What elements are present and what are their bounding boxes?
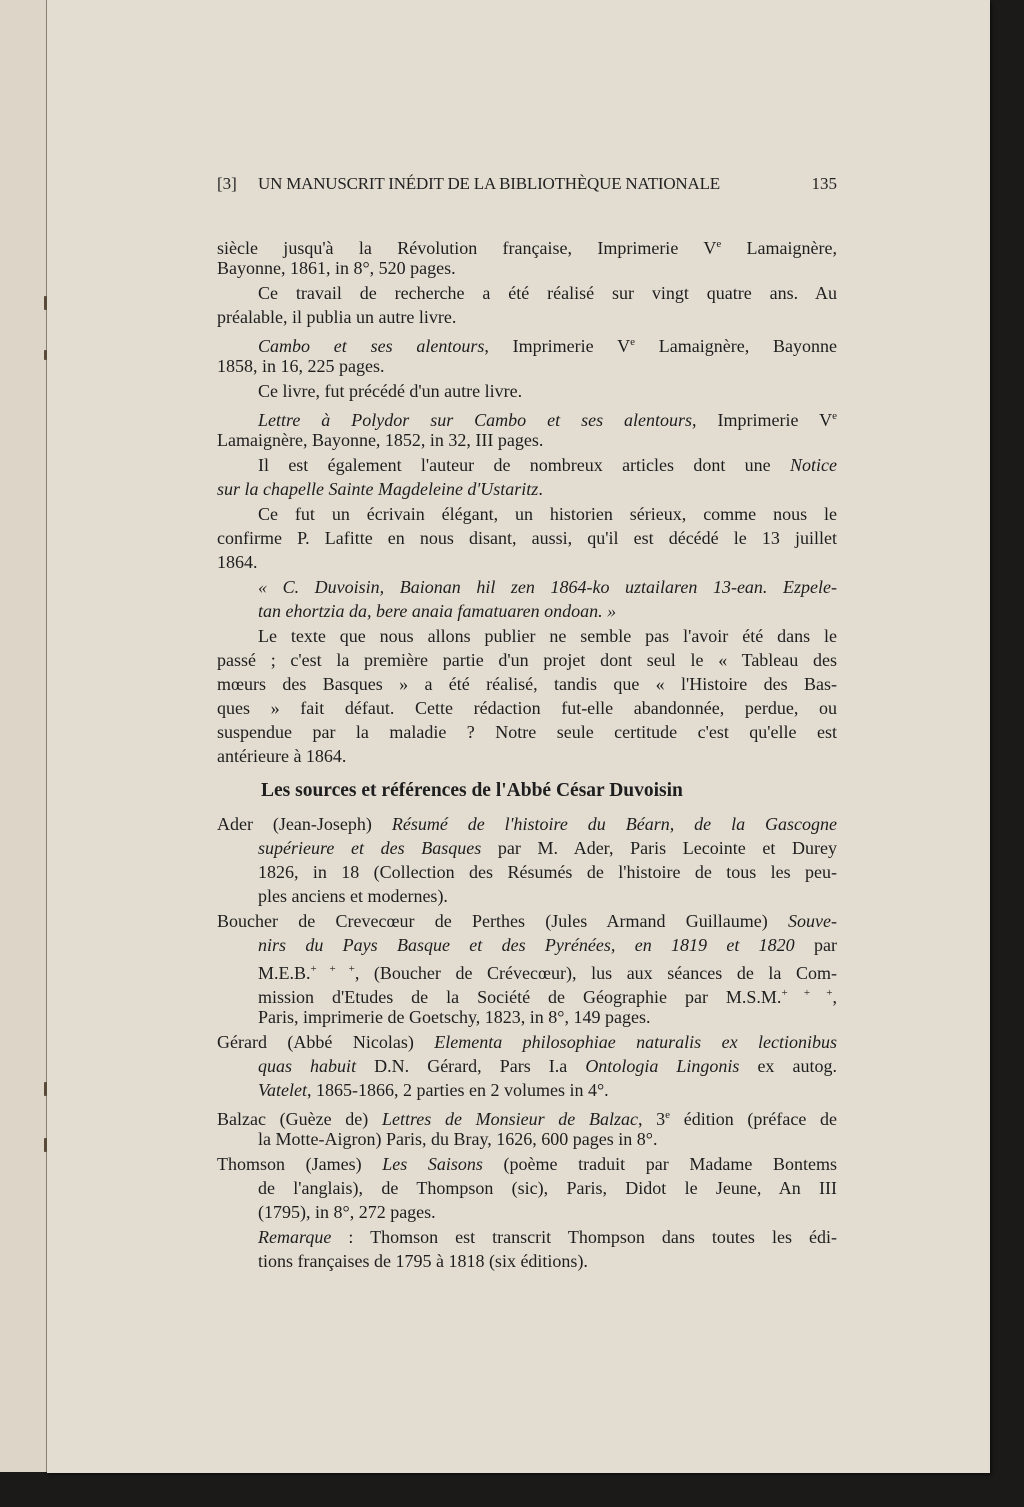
text-line <box>217 1054 837 1078</box>
text: mission d'Etudes de la Société de Géographie par M.S.M. <box>258 987 782 1007</box>
text-line <box>217 672 837 696</box>
text: 1858, in 16, 225 pages. <box>217 356 385 376</box>
text-line <box>217 502 837 526</box>
text: Ce livre, fut précédé d'un autre livre. <box>258 381 523 401</box>
text: Ce fut un écrivain élégant, un historien sérieux, comme nous le <box>258 504 837 524</box>
text: ples anciens et modernes). <box>258 886 448 906</box>
text: : Thomson est transcrit Thompson dans toutes les édi- <box>331 1227 837 1247</box>
text-line <box>217 836 837 860</box>
references-list <box>217 812 837 1273</box>
text-line <box>217 1030 837 1054</box>
text: Le texte que nous allons publier ne semble pas l'avoir été dans le <box>258 626 837 646</box>
text: . <box>538 479 543 499</box>
text-line <box>217 354 837 378</box>
page-number: 135 <box>811 174 837 193</box>
text-line <box>217 1103 837 1127</box>
intro-text <box>217 232 837 768</box>
italic-text: Elementa philosophiae naturalis ex lectionibus <box>434 1032 837 1052</box>
text: Paris, imprimerie de Goetschy, 1823, in 8°, 149 pages. <box>258 1007 651 1027</box>
text-line <box>217 1127 837 1151</box>
text-line <box>217 232 837 256</box>
quotation <box>217 575 837 623</box>
text-line <box>217 1078 837 1102</box>
superscript: e <box>665 1109 671 1121</box>
text-line <box>217 575 837 599</box>
text: Balzac (Guèze de) <box>217 1109 382 1129</box>
superscript: + + + <box>781 987 833 999</box>
text: passé ; c'est la première partie d'un projet dont seul le « Tableau des <box>217 650 837 670</box>
italic-text: nirs du Pays Basque et des Pyrénées, en 1819 et 1820 <box>258 935 795 955</box>
text: édition (préface de <box>670 1109 838 1129</box>
text-line <box>217 526 837 550</box>
text-line <box>217 720 837 744</box>
text: , Imprimerie V <box>484 336 631 356</box>
text-line <box>217 744 837 768</box>
text: Gérard (Abbé Nicolas) <box>217 1032 435 1052</box>
text: Ce travail de recherche a été réalisé sur vingt quatre ans. Au <box>258 283 837 303</box>
previous-page-edge <box>0 0 47 1472</box>
text: antérieure à 1864. <box>217 746 347 766</box>
text: , (Boucher de Crévecœur), lus aux séances de la Com- <box>354 963 837 983</box>
italic-text: quas habuit <box>258 1056 357 1076</box>
reference-entry <box>217 1030 837 1102</box>
text: , 3 <box>637 1109 666 1129</box>
text: ques » fait défaut. Cette rédaction fut-elle abandonnée, perdue, ou <box>217 698 837 718</box>
section-heading: Les sources et références de l'Abbé César Duvoisin <box>261 780 683 801</box>
text-line <box>217 981 837 1005</box>
running-head <box>217 174 837 198</box>
text-line <box>217 624 837 648</box>
text: Lamaignère, <box>721 238 838 258</box>
paragraph <box>217 232 837 280</box>
superscript: e <box>832 410 837 422</box>
text-line <box>217 1200 837 1224</box>
text-line <box>217 330 837 354</box>
text-line <box>217 860 837 884</box>
paragraph <box>217 624 837 768</box>
page-body <box>217 232 837 1274</box>
running-title: UN MANUSCRIT INÉDIT DE LA BIBLIOTHÈQUE NATIONALE <box>258 174 720 193</box>
italic-text: sur la chapelle Sainte Magdeleine d'Ustaritz <box>217 479 539 499</box>
text-line <box>217 909 837 933</box>
text-line <box>217 428 837 452</box>
text: Thomson (James) <box>217 1154 383 1174</box>
text: , <box>832 987 837 1007</box>
superscript: + + + <box>310 963 355 975</box>
italic-text: Résumé de l'histoire du Béarn, de la Gascogne <box>391 814 837 834</box>
paragraph <box>217 404 837 452</box>
text-line <box>217 1152 837 1176</box>
text: Il est également l'auteur de nombreux articles dont une <box>258 455 790 475</box>
paragraph <box>217 502 837 574</box>
text: , Imprimerie V <box>692 410 833 430</box>
italic-text: Lettre à Polydor sur Cambo et ses alentours <box>258 410 693 430</box>
text-line <box>217 281 837 305</box>
text-line <box>217 379 837 403</box>
text: par <box>794 935 837 955</box>
text-line <box>217 1249 837 1273</box>
text-line <box>217 933 837 957</box>
binding-mark <box>44 350 47 360</box>
text: Lamaignère, Bayonne <box>635 336 838 356</box>
text: M.E.B. <box>258 963 311 983</box>
text: Lamaignère, Bayonne, 1852, in 32, III pages. <box>217 430 544 450</box>
text-line <box>217 1225 837 1249</box>
text: 1864. <box>217 552 258 572</box>
italic-text: Remarque <box>258 1227 332 1247</box>
italic-text: « C. Duvoisin, Baionan hil zen 1864-ko uztailaren 13-ean. Ezpele- <box>258 577 837 597</box>
text: la Motte-Aigron) Paris, du Bray, 1626, 600 pages in 8°. <box>258 1129 658 1149</box>
text: par M. Ader, Paris Lecointe et Durey <box>481 838 837 858</box>
text: D.N. Gérard, Pars I.a <box>356 1056 586 1076</box>
italic-text: Vatelet <box>258 1080 307 1100</box>
text-line <box>217 1005 837 1029</box>
text-line <box>217 550 837 574</box>
italic-text: tan ehortzia da, bere anaia famatuaren ondoan. » <box>258 601 617 621</box>
text: confirme P. Lafitte en nous disant, aussi, qu'il est décédé le 13 juillet <box>217 528 837 548</box>
text: siècle jusqu'à la Révolution française, Imprimerie V <box>217 238 717 258</box>
italic-text: Cambo et ses alentours <box>258 336 485 356</box>
text: Ader (Jean-Joseph) <box>217 814 392 834</box>
text: tions françaises de 1795 à 1818 (six éditions). <box>258 1251 588 1271</box>
italic-text: supérieure et des Basques <box>258 838 482 858</box>
reference-entry <box>217 1103 837 1151</box>
text: 1826, in 18 (Collection des Résumés de l'histoire de tous les peu- <box>258 862 837 882</box>
binding-mark <box>44 296 47 310</box>
text-line <box>217 884 837 908</box>
paragraph <box>217 281 837 329</box>
text: Bayonne, 1861, in 8°, 520 pages. <box>217 258 456 278</box>
text: mœurs des Basques » a été réalisé, tandis que « l'Histoire des Bas- <box>217 674 837 694</box>
italic-text: Lettres de Monsieur de Balzac <box>381 1109 638 1129</box>
text: (1795), in 8°, 272 pages. <box>258 1202 436 1222</box>
paragraph <box>217 330 837 378</box>
binding-mark <box>44 1138 47 1152</box>
paragraph <box>217 379 837 403</box>
text-line <box>217 256 837 280</box>
text: de l'anglais), de Thompson (sic), Paris, Didot le Jeune, An III <box>258 1178 837 1198</box>
text: Boucher de Crevecœur de Perthes (Jules Armand Guillaume) <box>217 911 789 931</box>
italic-text: Notice <box>790 455 837 475</box>
text-line <box>217 648 837 672</box>
text: (poème traduit par Madame Bontems <box>482 1154 837 1174</box>
reference-entry <box>217 812 837 908</box>
paragraph <box>217 453 837 501</box>
text-line <box>217 812 837 836</box>
text: suspendue par la maladie ? Notre seule certitude c'est qu'elle est <box>217 722 837 742</box>
superscript: e <box>630 336 635 348</box>
reference-entry <box>217 1152 837 1224</box>
italic-text: Souve- <box>788 911 837 931</box>
text-line <box>217 477 837 501</box>
italic-text: Ontologia Lingonis <box>585 1056 740 1076</box>
superscript: e <box>716 238 722 250</box>
text: , 1865-1866, 2 parties en 2 volumes in 4°. <box>306 1080 609 1100</box>
text-line <box>217 957 837 981</box>
text-line <box>217 305 837 329</box>
text-line <box>217 404 837 428</box>
italic-text: Les Saisons <box>382 1154 483 1174</box>
text-line <box>217 453 837 477</box>
text: préalable, il publia un autre livre. <box>217 307 457 327</box>
text: ex autog. <box>739 1056 837 1076</box>
text-line <box>217 696 837 720</box>
text-line <box>217 1176 837 1200</box>
binding-mark <box>44 1082 47 1096</box>
section-number: [3] <box>217 174 237 193</box>
reference-entry <box>217 909 837 1029</box>
paragraph <box>217 1225 837 1273</box>
text-line <box>217 599 837 623</box>
